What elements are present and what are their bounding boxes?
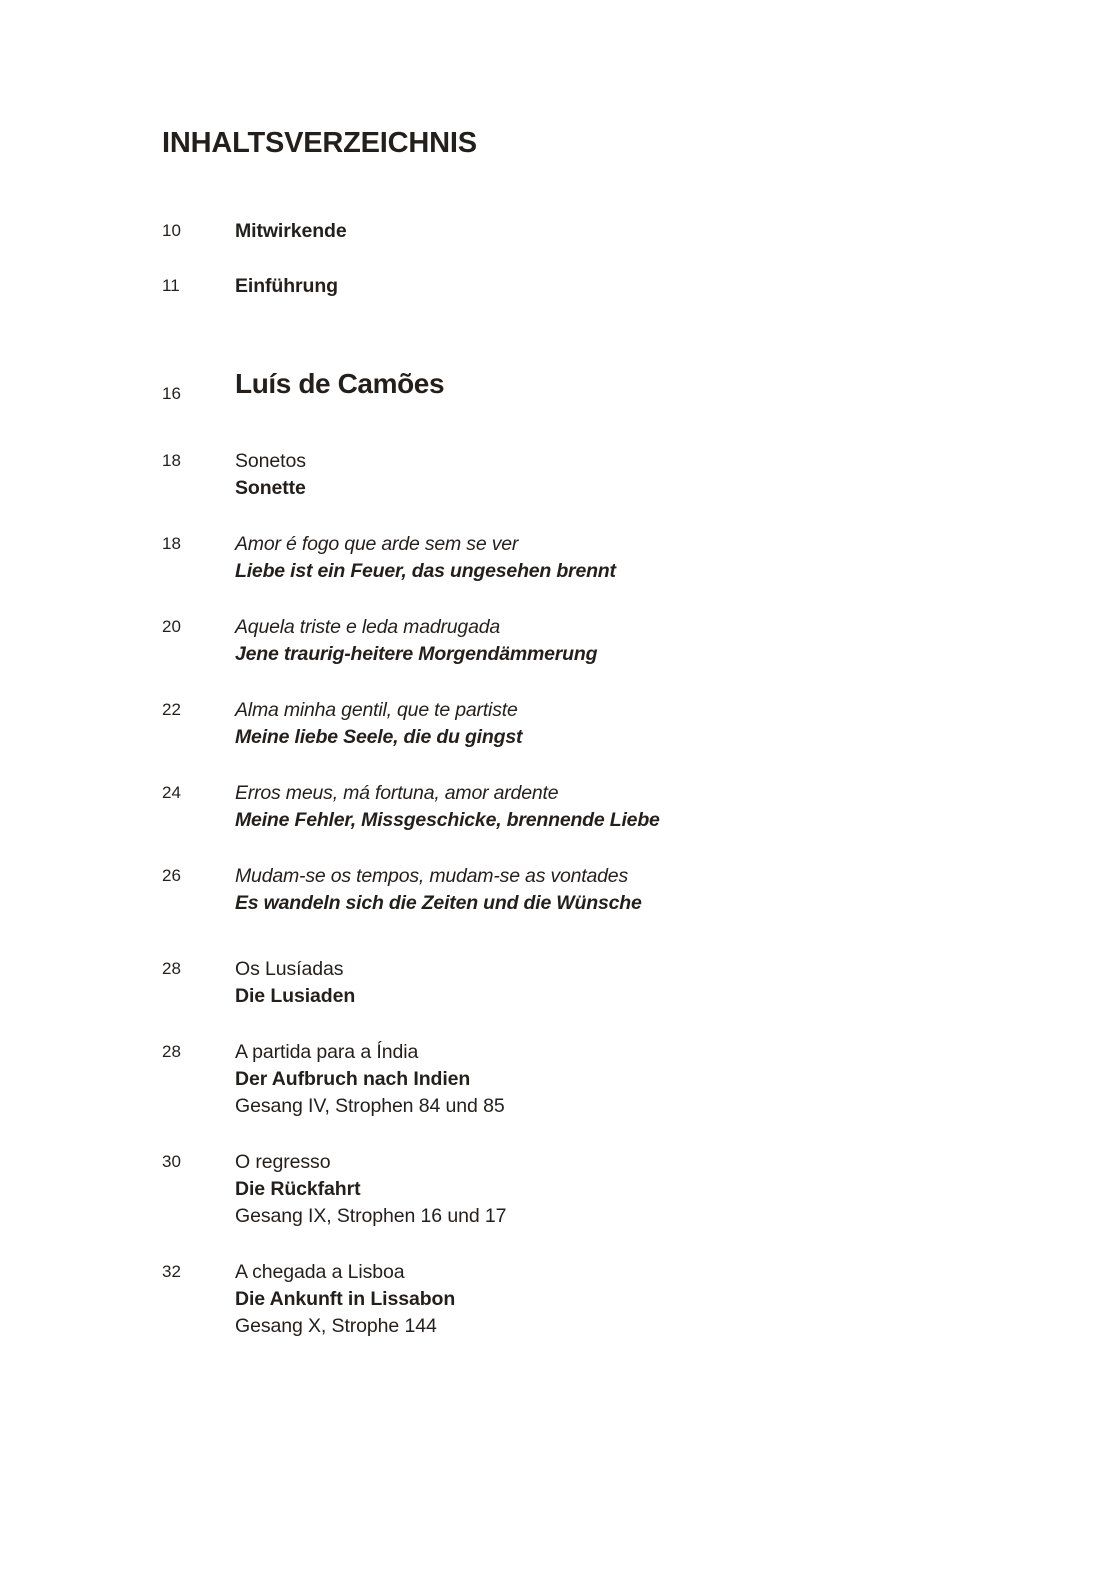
canto-original-title: A chegada a Lisboa bbox=[235, 1260, 405, 1283]
section-original-title: Os Lusíadas bbox=[235, 957, 344, 980]
toc-entry-poem[interactable] bbox=[162, 697, 962, 751]
entry-body bbox=[235, 956, 962, 1010]
toc-entry-canto[interactable] bbox=[162, 1149, 962, 1230]
toc-entry-poem[interactable] bbox=[162, 531, 962, 585]
page-number: 28 bbox=[162, 1041, 182, 1061]
toc-entry-mitwirkende[interactable] bbox=[162, 218, 962, 245]
section-translated-title: Die Lusiaden bbox=[235, 984, 356, 1007]
page-title: INHALTSVERZEICHNIS bbox=[162, 127, 477, 159]
entry-title: Einführung bbox=[235, 274, 338, 297]
page-number: 22 bbox=[162, 699, 182, 719]
poem-translated-title: Jene traurig-heitere Morgendämmerung bbox=[235, 642, 598, 665]
canto-note: Gesang IV, Strophen 84 und 85 bbox=[235, 1094, 505, 1117]
canto-note: Gesang X, Strophe 144 bbox=[235, 1314, 437, 1337]
toc-entry-poem[interactable] bbox=[162, 863, 962, 917]
poem-original-title: Aquela triste e leda madrugada bbox=[235, 615, 501, 638]
page-number: 26 bbox=[162, 865, 182, 885]
entry-body bbox=[235, 614, 962, 668]
section-original-title: Sonetos bbox=[235, 449, 306, 472]
page-number: 18 bbox=[162, 450, 182, 470]
entry-body bbox=[235, 273, 962, 300]
poem-original-title: Amor é fogo que arde sem se ver bbox=[235, 532, 519, 555]
toc-section-sonetos[interactable] bbox=[162, 448, 962, 502]
entry-body bbox=[235, 780, 962, 834]
page-number: 32 bbox=[162, 1261, 182, 1281]
entry-body bbox=[235, 697, 962, 751]
canto-translated-title: Die Rückfahrt bbox=[235, 1177, 361, 1200]
canto-original-title: O regresso bbox=[235, 1150, 331, 1173]
poem-original-title: Mudam-se os tempos, mudam-se as vontades bbox=[235, 864, 629, 887]
section-translated-title: Sonette bbox=[235, 476, 306, 499]
page-number: 16 bbox=[162, 383, 182, 403]
canto-note: Gesang IX, Strophen 16 und 17 bbox=[235, 1204, 507, 1227]
toc-entry-author[interactable] bbox=[162, 366, 962, 412]
entry-title: Mitwirkende bbox=[235, 219, 347, 242]
toc-entry-poem[interactable] bbox=[162, 614, 962, 668]
poem-original-title: Alma minha gentil, que te partiste bbox=[235, 698, 518, 721]
entry-body bbox=[235, 366, 962, 402]
entry-body bbox=[235, 1149, 962, 1230]
page-number: 30 bbox=[162, 1151, 182, 1171]
entry-body bbox=[235, 218, 962, 245]
canto-translated-title: Die Ankunft in Lissabon bbox=[235, 1287, 456, 1310]
canto-translated-title: Der Aufbruch nach Indien bbox=[235, 1067, 471, 1090]
toc-entry-canto[interactable] bbox=[162, 1039, 962, 1120]
poem-translated-title: Es wandeln sich die Zeiten und die Wünsche bbox=[235, 891, 642, 914]
toc-content bbox=[162, 128, 962, 1340]
entry-body bbox=[235, 1259, 962, 1340]
page-number: 20 bbox=[162, 616, 182, 636]
poem-translated-title: Liebe ist ein Feuer, das ungesehen brennt bbox=[235, 559, 616, 582]
toc-entry-einfuehrung[interactable] bbox=[162, 273, 962, 300]
entry-body bbox=[235, 448, 962, 502]
entry-body bbox=[235, 863, 962, 917]
poem-translated-title: Meine Fehler, Missgeschicke, brennende Liebe bbox=[235, 808, 660, 831]
page-number: 24 bbox=[162, 782, 182, 802]
toc-section-os-lusiadas[interactable] bbox=[162, 956, 962, 1010]
toc-entry-poem[interactable] bbox=[162, 780, 962, 834]
poem-original-title: Erros meus, má fortuna, amor ardente bbox=[235, 781, 559, 804]
canto-original-title: A partida para a Índia bbox=[235, 1040, 419, 1063]
toc-entry-canto[interactable] bbox=[162, 1259, 962, 1340]
page-number: 28 bbox=[162, 958, 182, 978]
poem-translated-title: Meine liebe Seele, die du gingst bbox=[235, 725, 523, 748]
entry-body bbox=[235, 531, 962, 585]
page-number: 11 bbox=[162, 275, 180, 295]
author-name: Luís de Camões bbox=[235, 367, 445, 399]
page-number: 18 bbox=[162, 533, 182, 553]
entry-body bbox=[235, 1039, 962, 1120]
page-number: 10 bbox=[162, 220, 182, 240]
